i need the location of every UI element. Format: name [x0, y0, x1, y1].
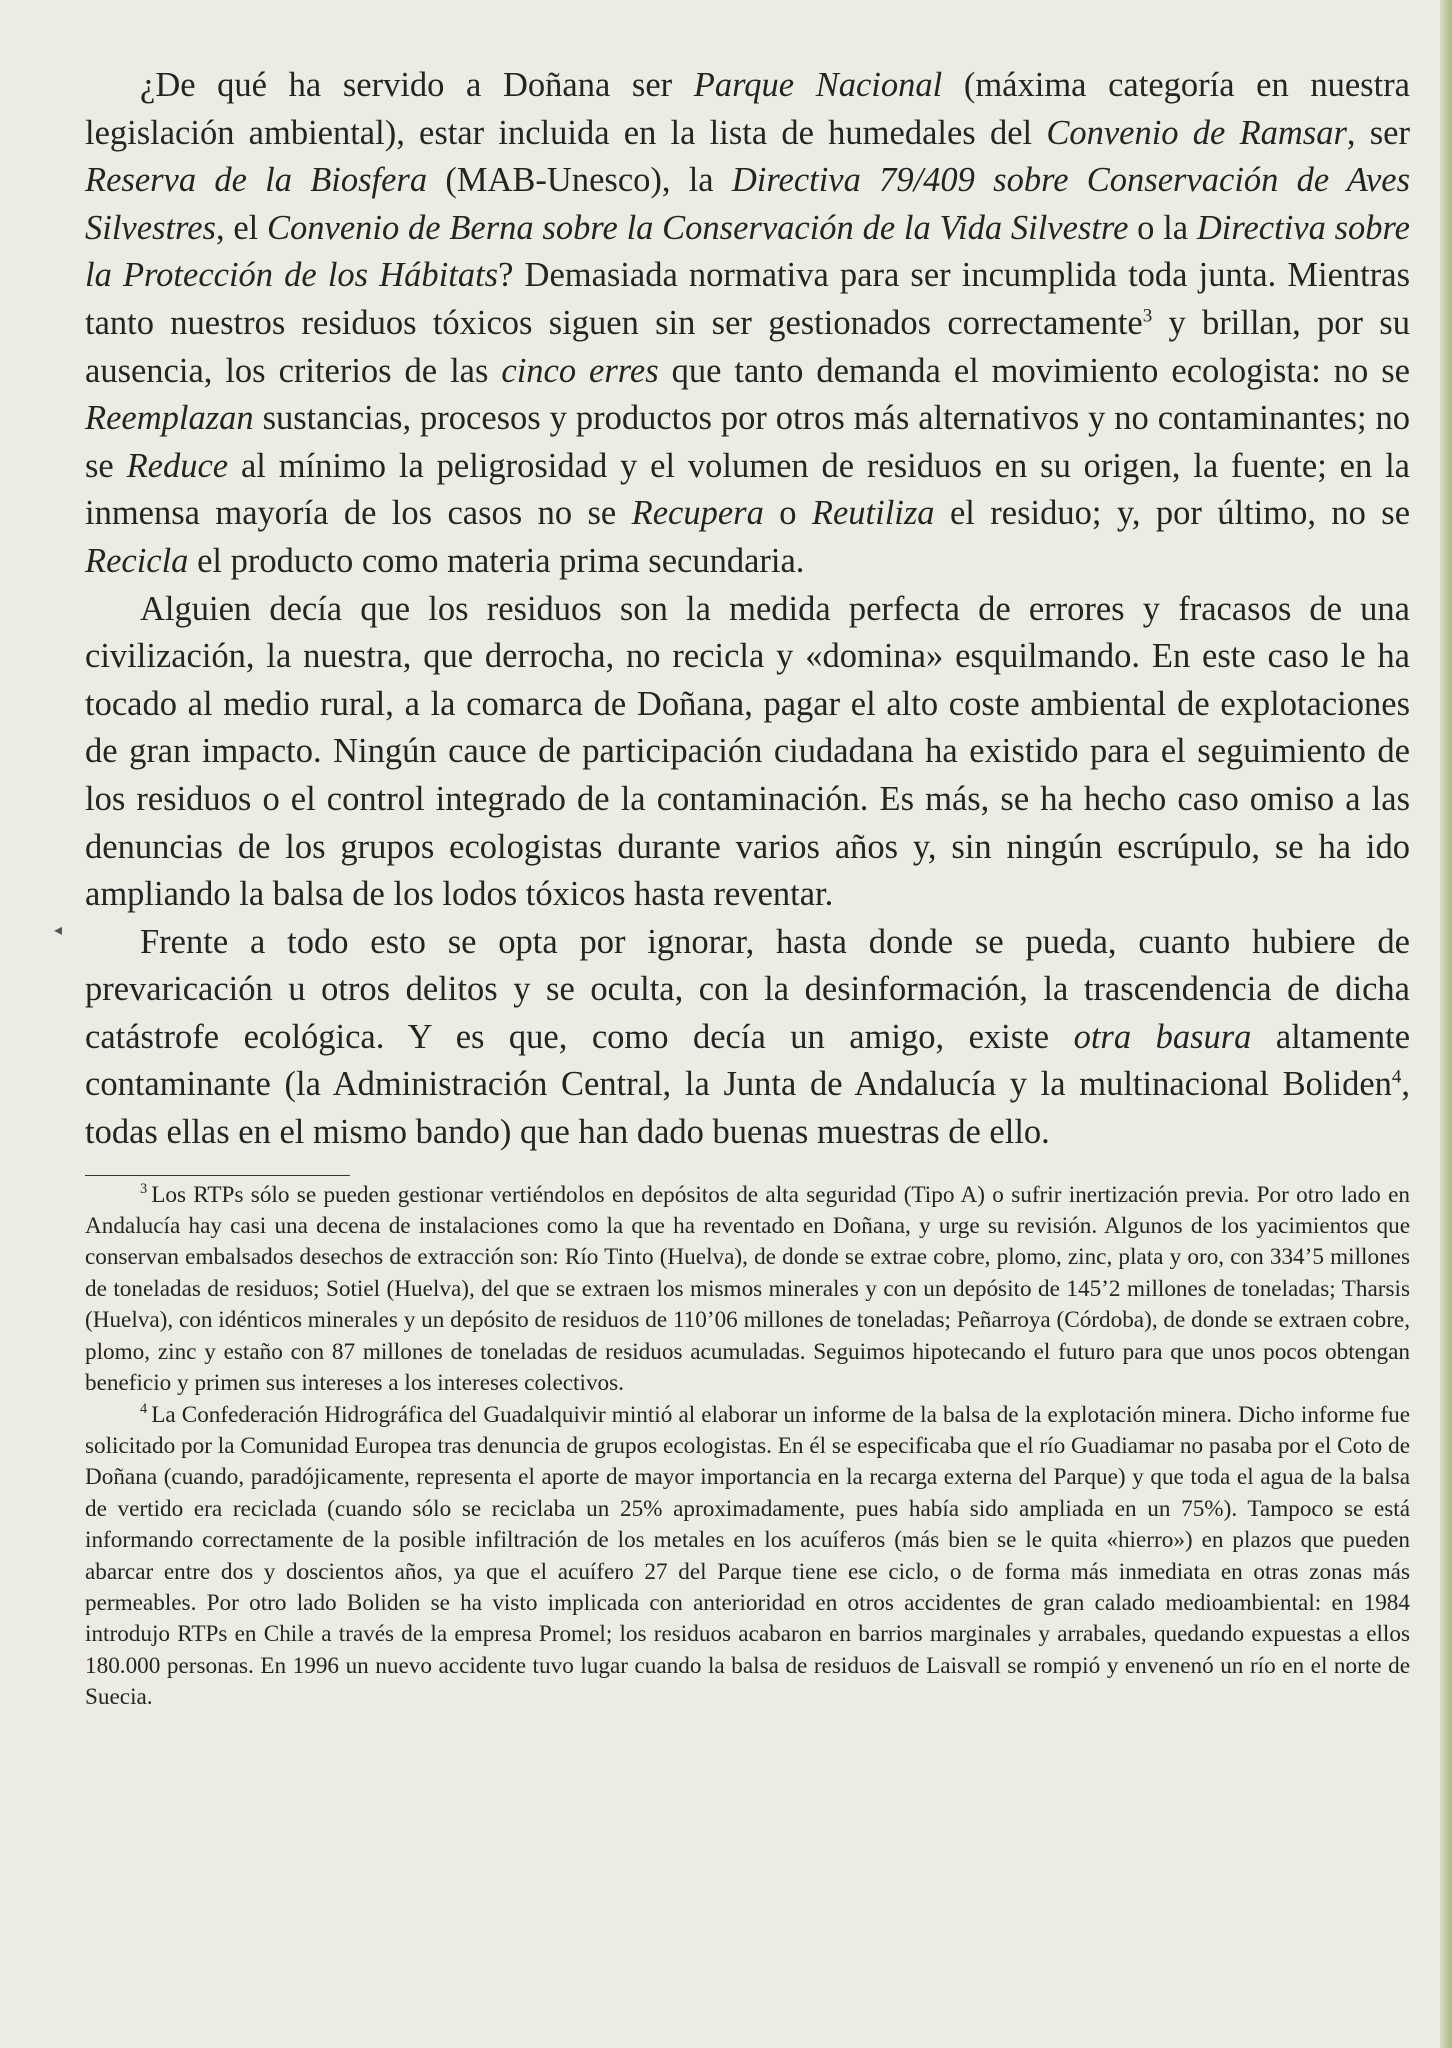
footnote-marker: 4 [140, 1400, 148, 1417]
text-run: ¿De qué ha servido a Doñana ser [140, 66, 694, 104]
footnote-3 [85, 1180, 1410, 1400]
text-run: al mínimo la peligrosidad y el volumen de residuos en su origen, la fuente; en la inmensa mayoría de los casos no se [85, 446, 1410, 533]
footnote-text: Los RTPs sólo se pueden gestionar vertiéndolos en depósitos de alta seguridad (Tipo A) o sufrir inertización previa. Por otro lado en Andalucía hay casi una decena de instalaciones como la que ha reventado en Doñana, y urge su revisión. Algunos de los yacimientos que conservan embalsados desechos de extracción son: Río Tinto (Huelva), de donde se extrae cobre, plomo, zinc, plata y oro, con 334’5 millones de toneladas de residuos; Sotiel (Huelva), del que se extraen los mismos minerales y con un depósito de 145’2 millones de toneladas; Tharsis (Huelva), con idénticos minerales y un depósito de residuos de 110’06 millones de toneladas; Peñarroya (Córdoba), de donde se extraen cobre, plomo, zinc y estaño con 87 millones de toneladas de residuos acumuladas. Seguimos hipotecando el futuro para que unos pocos obtengan beneficio y primen sus intereses a los intereses colectivos. [85, 1181, 1410, 1397]
text-run: altamente contaminante (la Administración Central, la Junta de Andalucía y la multinacional Boliden [85, 1017, 1411, 1104]
italic-term: Convenio de Ramsar [1046, 113, 1347, 152]
text-run: , el [215, 208, 268, 247]
footnote-text: La Confederación Hidrográfica del Guadalquivir mintió al elaborar un informe de la balsa de la explotación minera. Dicho informe fue solicitado por la Comunidad Europea tras denuncia de grupos ecologistas. En él se especificaba que el río Guadiamar no pasaba por el Coto de Doñana (cuando, paradójicamente, representa el aporte de mayor importancia en la recarga externa del Parque) y que toda el agua de la balsa de vertido era reciclada (cuando sólo se reciclaba un 25% aproximadamente, pues había sido ampliada en un 75%). Tampoco se está informando correctamente de la posible infiltración de los metales en los acuíferos (más bien se le quita «hierro») en plazos que pueden abarcar entre dos y doscientos años, ya que el acuífero 27 del Parque tiene ese ciclo, o de forma más inmediata en otras zonas más permeables. Por otro lado Boliden se ha visto implicada con anterioridad en otros accidentes de gran calado medioambiental: en 1984 introdujo RTPs en Chile a través de la empresa Promel; los residuos acabaron en barrios marginales y arrabales, quedando expuestas a ellos 180.000 personas. En 1996 un nuevo accidente tuvo lugar cuando la balsa de residuos de Laisvall se rompió y envenenó un río en el norte de Suecia. [85, 1401, 1410, 1711]
italic-term: otra basura [1073, 1017, 1252, 1056]
italic-term: Directiva sobre la Protección de los Hábitats [85, 208, 1410, 295]
text-run: el residuo; y, por último, no se [934, 494, 1411, 533]
footnote-divider [85, 1175, 350, 1176]
italic-term: Reserva de la Biosfera [85, 161, 428, 200]
italic-term: Reduce [126, 446, 229, 485]
text-run: , ser [1346, 113, 1410, 152]
text-run: o la [1128, 208, 1197, 247]
text-run: que tanto demanda el movimiento ecologista: no se [658, 351, 1410, 390]
page-edge-strip [1440, 0, 1452, 2048]
footnote-marker: 3 [140, 1180, 148, 1197]
italic-term: Directiva 79/409 sobre Conservación de Aves Silvestres [85, 161, 1411, 247]
paragraph-3 [85, 919, 1410, 1157]
text-run: Frente a todo esto se opta por ignorar, hasta donde se pueda, cuanto hubiere de prevaricación u otros delitos y se oculta, con la desinformación, la trascendencia de dicha catástrofe ecológica. Y es que, como decía un amigo, existe [85, 922, 1410, 1056]
text-run: y brillan, por su ausencia, los criterios de las [85, 303, 1410, 390]
text-run: sustancias, procesos y productos por otros más alternativos y no contaminantes; no se [85, 399, 1410, 485]
text-run: el producto como materia prima secundaria. [188, 541, 805, 580]
italic-term: cinco erres [501, 351, 659, 390]
margin-mark: ◂ [54, 920, 63, 939]
italic-term: Recicla [85, 541, 189, 580]
italic-term: Convenio de Berna sobre la Conservación de la Vida Silvestre [267, 208, 1129, 247]
text-run: Alguien decía que los residuos son la medida perfecta de errores y fracasos de una civilización, la nuestra, que derrocha, no recicla y «domina» esquilmando. En este caso le ha tocado al medio rural, a la comarca de Doñana, pagar el alto coste ambiental de explotaciones de gran impacto. Ningún cauce de participación ciudadana ha existido para el seguimiento de los residuos o el control integrado de la contaminación. Es más, se ha hecho caso omiso a las denuncias de los grupos ecologistas durante varios años y, sin ningún escrúpulo, se ha ido ampliando la balsa de los lodos tóxicos hasta reventar. [85, 589, 1410, 914]
main-text [85, 62, 1410, 1157]
text-run: o [763, 494, 812, 533]
italic-term: Reemplazan [85, 399, 254, 438]
paragraph-2 [85, 586, 1410, 919]
italic-term: Parque Nacional [693, 66, 943, 104]
text-run: , todas ellas en el mismo bando) que han dado buenas muestras de ello. [85, 1065, 1410, 1152]
footnote-ref: 4 [1391, 1066, 1402, 1088]
paragraph-1 [85, 62, 1410, 586]
italic-term: Reutiliza [811, 494, 935, 533]
italic-term: Recupera [631, 494, 764, 533]
footnote-4 [85, 1400, 1410, 1714]
footnote-ref: 3 [1142, 305, 1153, 327]
text-run: (máxima categoría en nuestra legislación ambiental), estar incluida en la lista de humedales del [85, 66, 1410, 152]
text-run: ? Demasiada normativa para ser incumplida toda junta. Mientras tanto nuestros residuos tóxicos siguen sin ser gestionados correctamente [85, 256, 1410, 342]
book-page [85, 62, 1410, 1714]
text-run: (MAB-Unesco), la [427, 161, 732, 200]
footnotes [85, 1180, 1410, 1714]
